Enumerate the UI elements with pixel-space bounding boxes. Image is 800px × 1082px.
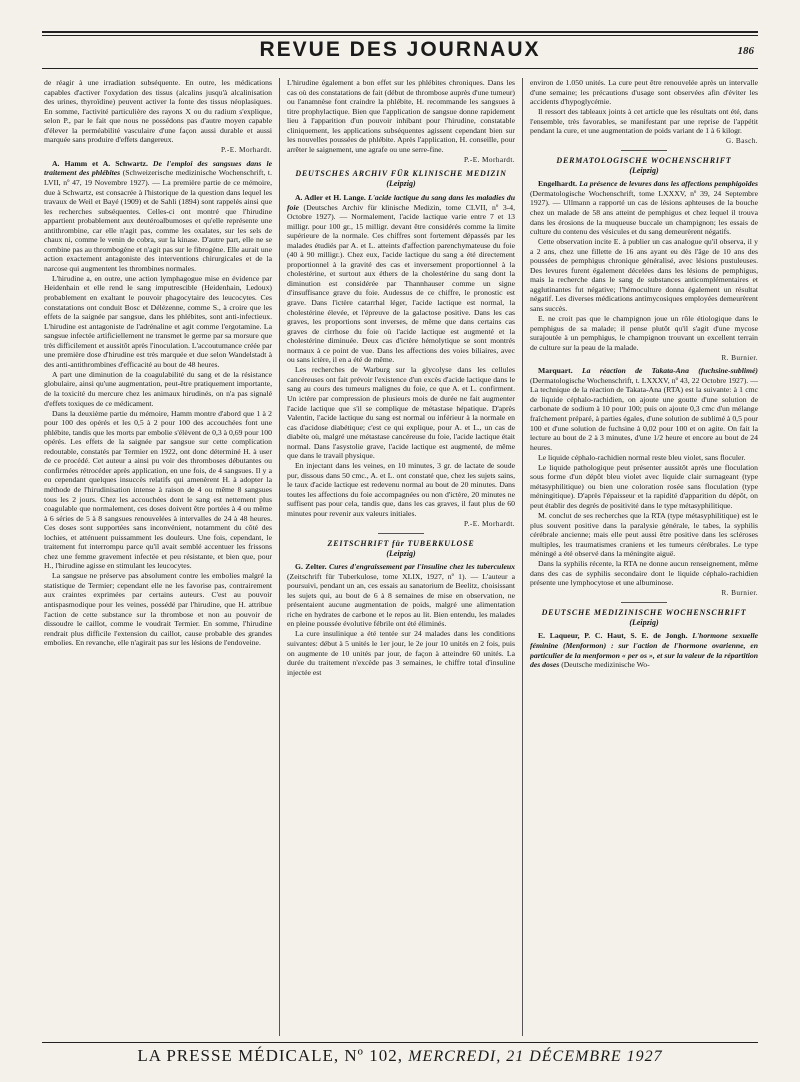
- columns: [44, 78, 758, 1038]
- article-marquart: [530, 366, 758, 452]
- article-adler-lange: [287, 193, 515, 365]
- journal-heading: ZEITSCHRIFT für TUBERKULOSE: [327, 538, 475, 548]
- article-laqueur: [530, 631, 758, 669]
- header-rule-thin: [42, 35, 758, 36]
- column-middle: [287, 78, 515, 1038]
- article-text: (Deutsche medizinische Wo-: [559, 660, 650, 670]
- page-header: [42, 38, 758, 66]
- paragraph: La sangsue ne préserve pas absolument contre les embolies malgré la statistique de Termier; cependant elle ne les favorise pas, contrairement aux craintes exprimées par certains auteurs. C'est au pouvoir antispasmodique pour les veines, possédé par l'hirudine, que H. attribue l'action de cette substance sur la thrombose et non au pouvoir de dissoudre le caillot, comme le voudrait Termier. En somme, l'hirudine rendrait plus difficile l'extension du caillot, cause probable des grandes embolies. En revanche, elle n'agirait pas sur les lésions de l'endoveine.: [44, 571, 272, 648]
- footer-issue-number: Nº 102,: [344, 1046, 403, 1065]
- article-title: La réaction de Takata-Ana (fuchsine-sublimé): [572, 366, 758, 376]
- column-left: [44, 78, 272, 1038]
- article-text: (Schweizerische medizinische Wochenschrift, t. LVII, nº 47, 19 Novembre 1927). — La première partie de ce mémoire, due à Schwartz, est consacrée à l'historique de la question dans lequel les travaux de Weil et Bayé (1909) et de Sahli (1894) sont rappelés ainsi que les recherches subséquentes. Celles-ci ont montré que l'hirudine appartient probablement aux deutéroalbumoses et qu'elle représente une antithrombine, car elle n'agit pas, comme les oxalates, sur les sels de chaux ni, comme le venin de cobra, sur la kinase. D'autre part, elle ne se combine pas au thrombogène et n'agit pas sur le fibrogène. Elle aurait une action exactement antagoniste des interventions chirurgicales et de la narcose qui augmentent les thrombines normales.: [44, 168, 272, 273]
- article-text: (Deutsches Archiv für klinische Medizin, tome CLVII, nº 3-4, Octobre 1927). — Normalement, l'acide lactique varie entre 7 et 13 milligr. pour 100 gr., 15 milligr. devant être considérés comme la limite supérieure de la normale. Ces chiffres sont fortement dépassés par les malades étudiés par A. et L. atteints d'affection parenchymateuse du foie (40 à 90 milligr.). Chez eux, l'acide lactique du sang a été directement proportionnel à la gravité des cas et inversement proportionnel à la cholestérine, et surtout aux éthers de la cholestérine du sang dont la diminution est considérée par Thannhauser comme un signe d'insuffisance grave du foie. Audessus de ce chiffre, le pronostic est grave. Dans l'ictère catarrhal léger, l'acide lactique est normal, la cholestérine élevée, et l'épreuve de la galactose positive. Dans les cas graves, les proportions sont inverses, de même que dans certains cas graves de cirrhose du foie où l'acide lactique est augmenté et la cholestérine diminuée. Deux cas d'ictère hémolytique se sont montrés normaux à ce point de vue. Dans les affections des voies biliaires, avec ou sans ictère, il en a été de même.: [287, 202, 515, 365]
- article-authors: G. Zelter.: [295, 562, 327, 572]
- article-engelhardt: [530, 179, 758, 236]
- footer-rule: [42, 1042, 758, 1043]
- signature: P.-E. Morhardt.: [464, 519, 515, 529]
- column-right: [530, 78, 758, 1038]
- journal-city: (Leipzig): [386, 179, 416, 189]
- footer-date: MERCREDI, 21 DÉCEMBRE 1927: [408, 1048, 663, 1065]
- journal-city: (Leipzig): [629, 617, 659, 627]
- header-rule-bottom: [42, 68, 758, 69]
- paragraph: A part une diminution de la coagulabilité du sang et de la résistance globulaire, ainsi qu'une augmentation, peut-être pratiquement importante, de la toxicité du mercure chez les animaux hirudinés, on n'a pas signalé d'effets toxiques de ce médicament.: [44, 369, 272, 408]
- section-separator: [621, 602, 667, 603]
- article-authors: Engelhardt.: [538, 179, 578, 189]
- signature: R. Burnier.: [721, 352, 758, 362]
- article-title: La présence de levures dans les affections pemphigoïdes: [577, 179, 758, 189]
- article-authors: Marquart.: [538, 366, 573, 376]
- article-authors: A. Adler et H. Lange.: [295, 192, 366, 202]
- article-authors: A. Hamm et A. Schwartz.: [52, 158, 148, 168]
- article-text: (Dermatologische Wochenschrift, tome LXXXV, nº 39, 24 Septembre 1927). — Ullmann a rapporté un cas de lésions aphteuses de la bouche chez un malade de 58 ans atteint de pemphigus et chez lequel il trouva dans les érosions de la muqueuse buccale un champignon; les essais de culture du contenu des vésicules et du sang demeurèrent négatifs.: [530, 188, 758, 237]
- article-title: Cures d'engraissement par l'insuline chez les tuberculeux: [326, 562, 515, 572]
- paragraph: En injectant dans les veines, en 10 minutes, 3 gr. de lactate de soude pur, dissous dans 50 cmc., A. et L. ont constaté que, chez les sujets sains, le taux d'acide lactique est redevenu normal au bout de 20 minutes. Dans toutes les affections du foie accompagnées ou non d'ictère, 20 minutes ne suffisent pas pour cela, tandis que, dans les cas graves, il faut plus de 60 minutes pour revenir aux valeurs initiales.: [287, 461, 515, 519]
- paragraph: Dans la syphilis récente, la RTA ne donne aucun renseignement, même dans des cas de syphilis secondaire dont le liquide céphalo-rachidien présente une lymphocytose et une albuminose.: [530, 559, 758, 588]
- article-hamm-schwartz: [44, 159, 272, 274]
- article-text: (Zeitschrift für Tuberkulose, tome XLIX, 1927, nº 1). — L'auteur a poursuivi, pendant un an, ces essais au sanatorium de Beelitz, choisissant les sujets qui, au bout de 6 à 8 semaines de mise en observation, ne présentaient aucune augmentation de poids, malgré une alimentation riche en hydrates de carbone et le repos au lit. Bien entendu, les malades en pleine poussée évolutive fébrile ont été éliminés.: [287, 571, 515, 629]
- article-text: (Dermatologische Wochenschrift, t. LXXXV, nº 43, 22 Octobre 1927). — La technique de la réaction de Takata-Ana (RTA) est la suivante: à 1 cmc de liquide céphalo-rachidien, on ajoute une goutte d'une solution de carbonate de sodium à 10 pour 100; puis on ajoute 0,3 cmc d'un mélange fraîchement préparé, à parties égales, d'une solution de sublimé à 0,5 pour 100 et d'une solution de fuchsine à 0,02 pour 100 et on agite. On fait la lecture au bout de 2 à 3 minutes, d'une 1/2 heure et encore au bout de 24 heures.: [530, 375, 758, 452]
- journal-city: (Leipzig): [629, 165, 659, 175]
- paragraph: L'hirudine a, en outre, une action lymphagogue mise en évidence par Heidenhain et elle rend le sang imputrescible (Heidenhain, Ledoux) probablement en exaltant le pouvoir phagocytaire des leucocytes. Ces constatations ont conduit Bosc et Délézenne, comme S., à croire que les effets de la saignée par sangsue, dans les phlébites, sont anti-infectieux. L'hirudine est antagoniste de l'adrénaline et agit comme l'ergotamine. La sangsue infectée artificiellement ne transmet le germe par sa morsure que très difficilement et aussitôt après l'inoculation. L'accoutumance créée par une première dose d'hirudine est très marquée et due selon Wandelstadt à des anti-antithrombines d'efficacité au bout de 48 heures.: [44, 273, 272, 369]
- journal-heading: DEUTSCHES ARCHIV FÜR KLINISCHE MEDIZIN: [295, 169, 507, 179]
- article-title: De l'emploi des sangsues dans le traitement des phlébites: [44, 158, 272, 178]
- article-title: L'acide lactique du sang dans les maladies du foie: [287, 192, 515, 212]
- page-number: 186: [737, 45, 754, 57]
- paragraph: Cette observation incite E. à publier un cas analogue qu'il observa, il y a 2 ans, chez une fillette de 16 ans ayant eu dès l'âge de 10 ans des poussées de pemphigus chronique généralisé, avec lésions pustuleuses. Des levures furent également décelées dans les lésions de pemphigus, mais la recherche dans le sang de substances anticomplémentaires et agglutinantes fut négative; l'hémoculture donna également un résultat négatif. Les diverses médications antimycosiques employées demeurèrent sans succès.: [530, 237, 758, 313]
- footer-journal: LA PRESSE MÉDICALE,: [137, 1046, 340, 1065]
- signature: P.-E. Morhardt.: [221, 145, 272, 155]
- paragraph: de réagir à une irradiation subséquente. En outre, les médications capables d'activer l'oxydation des tissus (alcalins jusqu'à alcalinisation des urines, thyroïdine) peuvent activer la fonte des tissus néoplasiques. En somme, l'activité particulière des rayons X ou du radium s'explique, selon P., par le fait que nous ne possédons pas d'autre moyen capable d'élever la perméabilité vasculaire d'une façon aussi durable et aussi marquée sans produire d'effets dangereux.: [44, 78, 272, 145]
- page-footer: [42, 1046, 758, 1066]
- paragraph: E. ne croit pas que le champignon joue un rôle étiologique dans le pemphigus de sa malade; il pense plutôt qu'il s'agit d'une mycose surajoutée à un pemphigus, le champignon trouvant un excellent terrain de culture sur la peau de la malade.: [530, 314, 758, 352]
- signature: G. Basch.: [725, 136, 758, 146]
- paragraph: Dans la deuxième partie du mémoire, Hamm montre d'abord que 1 à 2 pour 100 des opérés et les 0,5 à 2 pour 100 des accouchées font une phlébite, tandis que les morts par embolie s'élèvent de 0,3 à 0,69 pour 100 opérés. Les effets de la saignée par sangsue sur cette complication redoutable, constatés par Termier en 1922, ont donc déterminé H. à user de ce procédé. Cet auteur a ainsi pu voir des thromboses débutantes ou confirmées rétrocéder après application, en une fois, de 4 sangsues. Il y a eu cependant quelques insuccès relatifs qui amenèrent H. à adopter la méthode de l'hirudinisation intense à raison de 4 ou même 8 sangsues tous les 2 jours. Chez les accouchées dont le sang est nettement plus coagulable que normalement, ces doses doivent être portées à 4 ou même à 6 séries de 5 à 8 sangsues renouvelées à intervalles de 24 à 48 heures. Ces doses sont supportées sans inconvénient, notamment du côté des lochies, et atténuent puissamment les douleurs. Une fois, cependant, le traitement fut interrompu parce qu'il avait semblé accentuer les frissons chez une femme gravement infectée et peu résistante, et bien que, pour H., l'hirudine agisse en stimulant les leucocytes.: [44, 408, 272, 571]
- paragraph: Le liquide céphalo-rachidien normal reste bleu violet, sans floculer.: [538, 452, 746, 462]
- paragraph: environ de 1.050 unités. La cure peut être renouvelée après un intervalle d'une semaine; les précautions d'usage sont observées afin d'éviter les accidents d'hypoglycémie.: [530, 78, 758, 107]
- signature: P.-E. Morhardt.: [464, 154, 515, 164]
- paragraph: Les recherches de Warburg sur la glycolyse dans les cellules cancéreuses ont fait prévoir l'existence d'un excès d'acide lactique dans le sang au cours des tumeurs malignes du foie, ce que A. et L. confirment. Un ictère par compression de plusieurs mois de durée ne fait augmenter l'acide lactique que s'il se complique de métastase hépatique. D'après Valentin, l'acide lactique du sang est normal ou inférieur à la normale en cas d'acidose diabétique; c'est ce qui explique, pour A. et L., un cas de diabète où, malgré une métastase cancéreuse du foie, l'acide lactique était normal. Dans l'asystolie grave, l'acide lactique est augmenté, de même que dans le travail physique.: [287, 365, 515, 461]
- paragraph: M. conclut de ses recherches que la RTA (type métasyphilitique) est le plus souvent positive dans la paralysie générale, le tabes, la syphilis cérébrale ancienne; mais elle peut aussi être positive dans les scléroses multiples, les traumatismes craniens et les tumeurs cérébrales. Le type méningé a été observé dans la méningite aiguë.: [530, 510, 758, 559]
- paragraph: La cure insulinique a été tentée sur 24 malades dans les conditions suivantes: début à 5 unités le 1er jour, le 2e jour 10 unités en 2 fois, puis on augmente de 10 unités par jour, de façon à atteindre 60 unités. La durée du traitement n'excède pas 3 semaines, le chiffre total d'insuline injectée est: [287, 629, 515, 677]
- signature: R. Burnier.: [721, 588, 758, 598]
- journal-city: (Leipzig): [386, 548, 416, 558]
- paragraph: Le liquide pathologique peut présenter aussitôt après une floculation sous forme d'un dépôt bleu violet avec liquide clair surnageant (type métasyphilitique) ou bien une coloration rosée sans floculation (type méningitique). D'après l'épaisseur et la rapidité d'apparition du dépôt, on peut établir des degrés de positivité dans le type métasyphilitique.: [530, 462, 758, 510]
- paragraph: L'hirudine également a bon effet sur les phlébites chroniques. Dans les cas où des constatations de fait (début de thrombose auprès d'une tumeur) ou l'anamnèse font craindre la phlébite, H. recommande les sangsues à titre prophylactique. Bien que l'application de sangsue donne rapidement lieu à l'apparition d'un pouvoir inhibant pour l'hirudine, constatable cliniquement, les applications subséquentes agissent cependant bien sur les nouvelles poussées de phlébite. Après l'application, H. conseille, pour arrêter le saignement, une agrafe ou une serre-fine.: [287, 78, 515, 154]
- article-zelter: [287, 562, 515, 629]
- article-authors: E. Laqueur, P. C. Haut, S. E. de Jongh.: [538, 631, 688, 641]
- section-separator: [378, 533, 424, 534]
- page-title: REVUE DES JOURNAUX: [259, 38, 541, 61]
- section-separator: [621, 150, 667, 151]
- journal-heading: DERMATOLOGISCHE WOCHENSCHRIFT: [556, 155, 732, 165]
- journal-heading: DEUTSCHE MEDIZINISCHE WOCHENSCHRIFT: [541, 607, 747, 617]
- header-rule-thick: [42, 31, 758, 33]
- article-title: L'hormone sexuelle féminine (Menformon) : sur l'action de l'hormone ovarienne, en particulier de la menformon « per os », et sur la valeur de la répartition des doses: [530, 631, 758, 670]
- paragraph: Il ressort des tableaux joints à cet article que les résultats ont été, dans l'ensemble, très favorables, se manifestant par une reprise de l'appétit pendant la cure, et une augmentation de poids variant de 1 à 6 kilogr.: [530, 107, 758, 136]
